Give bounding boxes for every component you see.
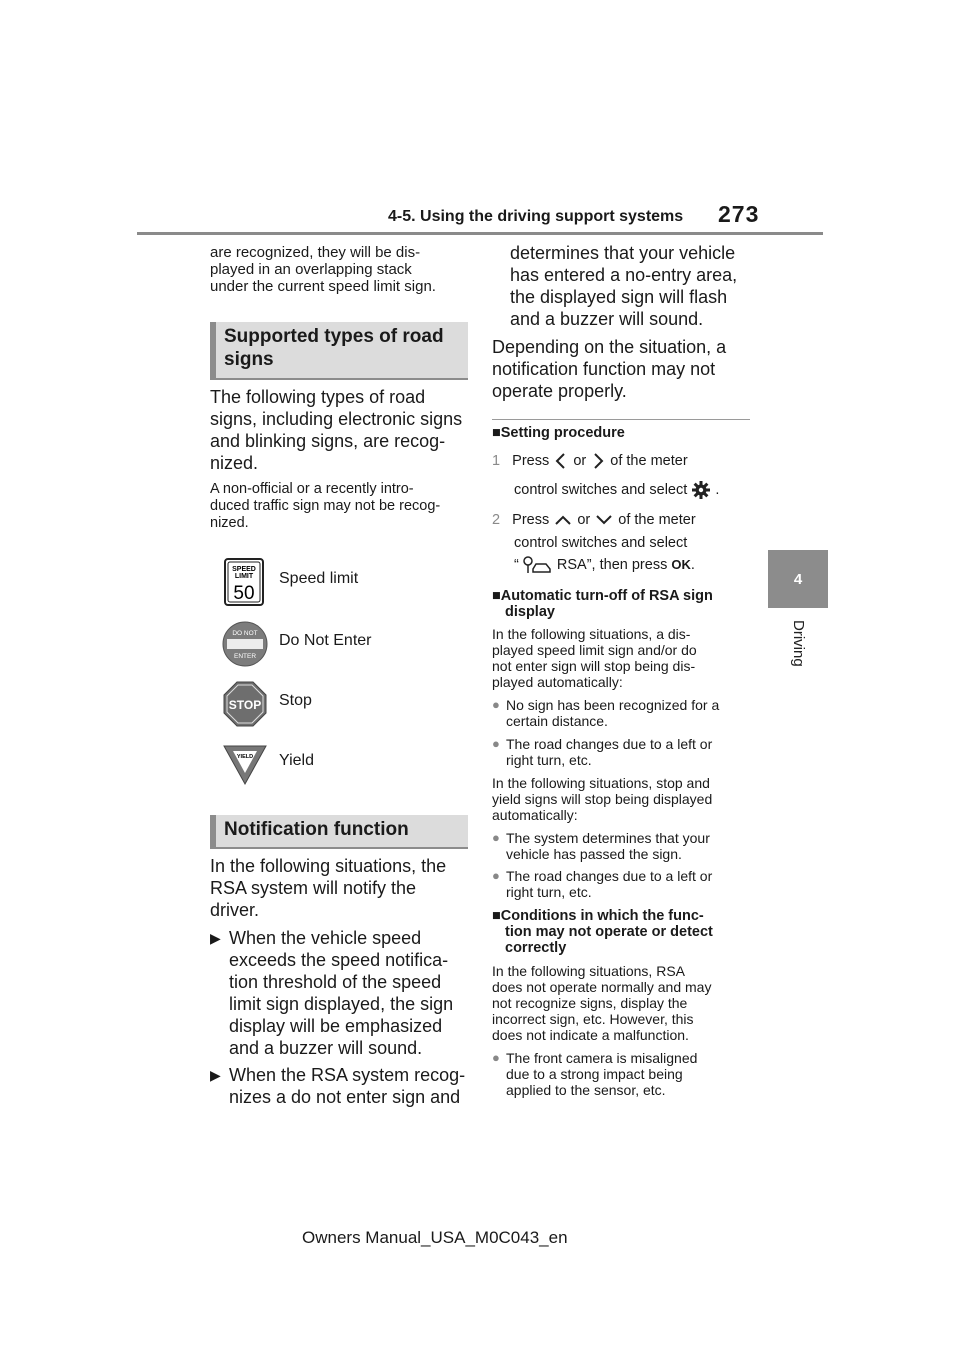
stop-yield-body: In the following situations, stop and yield signs will stop being displayed automatically: — [492, 775, 713, 823]
sign-label: Stop — [279, 692, 312, 709]
intro-text: are recognized, they will be dis- played in an overlapping stack under the current speed limit sign. — [210, 244, 436, 295]
bullet-arrow-icon: ▶ — [210, 1067, 221, 1083]
notification-continued: determines that your vehicle has entered a no-entry area, the displayed sign will flash and a buzzer will sound. — [510, 243, 738, 329]
setting-procedure-heading: ■Setting procedure — [492, 425, 625, 441]
auto-turn-off-body: In the following situations, a dis- played speed limit sign and/or do not enter sign will stop being dis- played automatically: — [492, 626, 697, 690]
setting-step-1: 1 Press or of the meter control switches and select . — [492, 452, 752, 500]
chapter-label: Driving — [790, 620, 807, 667]
rsa-car-sign-icon — [523, 556, 553, 574]
conditions-body: In the following situations, RSA does not operate normally and may not recognize signs, display the incorrect sign, etc. However, this does not indicate a malfunction. — [492, 963, 712, 1043]
notification-body: In the following situations, the RSA system will notify the driver. — [210, 856, 447, 920]
notification-heading: Notification function — [210, 815, 468, 849]
do-not-enter-sign-icon — [222, 620, 268, 668]
supported-signs-note: A non-official or a recently intro- duced traffic sign may not be recog- nized. — [210, 481, 441, 531]
speed-limit-sign-icon — [222, 558, 268, 606]
conditions-heading: ■Conditions in which the func- tion may not operate or detect correctly — [492, 908, 713, 956]
footer-manual-id: Owners Manual_USA_M0C043_en — [302, 1228, 568, 1247]
stop-yield-bullet: ● The road changes due to a left or right turn, etc. — [492, 868, 713, 900]
chevron-down-icon — [594, 513, 614, 527]
sign-row-do-not-enter — [222, 620, 468, 672]
supported-signs-body: The following types of road signs, including electronic signs and blinking signs, are recog- nized. — [210, 387, 463, 473]
conditions-bullet: ● The front camera is misaligned due to a strong impact being applied to the sensor, etc. — [492, 1050, 698, 1098]
sign-row-speed-limit — [222, 558, 468, 610]
svg-text:LIMIT: LIMIT — [234, 573, 254, 580]
header-rule — [137, 232, 823, 235]
bullet-dot-icon: ● — [492, 736, 500, 751]
chapter-number: 4 — [793, 570, 803, 588]
sign-label: Do Not Enter — [279, 632, 372, 649]
setting-step-2: 2 Press or of the meter control switches and select “ RSA”, then press OK. — [492, 512, 696, 573]
svg-text:DO NOT: DO NOT — [232, 630, 258, 637]
sign-row-stop — [222, 680, 468, 732]
svg-text:STOP: STOP — [228, 698, 262, 712]
sign-label: Speed limit — [279, 570, 359, 587]
stop-sign-icon — [222, 680, 268, 728]
chevron-up-icon — [553, 513, 573, 527]
bullet-arrow-icon: ▶ — [210, 930, 221, 946]
supported-signs-heading: Supported types of road signs — [210, 322, 468, 380]
column-divider — [492, 419, 750, 420]
svg-text:50: 50 — [233, 583, 255, 604]
bullet-dot-icon: ● — [492, 830, 500, 845]
depending-text: Depending on the situation, a notification function may not operate properly. — [492, 337, 727, 401]
notification-bullet: ▶ When the vehicle speed exceeds the speed notifica- tion threshold of the speed limit sign displayed, the sign display will be emphasized and a buzzer will sound. — [210, 928, 454, 1058]
section-title: 4-5. Using the driving support systems — [388, 208, 684, 225]
stop-yield-bullet: ● The system determines that your vehicle has passed the sign. — [492, 830, 710, 862]
ok-button-icon: OK — [671, 557, 691, 572]
bullet-dot-icon: ● — [492, 1050, 500, 1065]
sign-row-yield — [222, 740, 468, 792]
svg-text:YIELD: YIELD — [236, 754, 254, 760]
chevron-left-icon — [553, 452, 569, 470]
svg-text:ENTER: ENTER — [233, 653, 257, 660]
svg-text:SPEED: SPEED — [232, 566, 256, 573]
bullet-dot-icon: ● — [492, 868, 500, 883]
auto-turn-off-heading: ■Automatic turn-off of RSA sign display — [492, 588, 713, 620]
notification-bullet: ▶ When the RSA system recog- nizes a do not enter sign and — [210, 1065, 466, 1107]
chevron-right-icon — [590, 452, 606, 470]
bullet-dot-icon: ● — [492, 697, 500, 712]
sign-label: Yield — [279, 752, 314, 769]
page-number: 273 — [718, 201, 760, 227]
auto-turn-off-bullet: ● No sign has been recognized for a certain distance. — [492, 697, 720, 729]
yield-sign-icon — [222, 740, 268, 788]
auto-turn-off-bullet: ● The road changes due to a left or right turn, etc. — [492, 736, 713, 768]
chapter-tab[interactable] — [768, 550, 828, 608]
gear-icon — [691, 480, 711, 500]
